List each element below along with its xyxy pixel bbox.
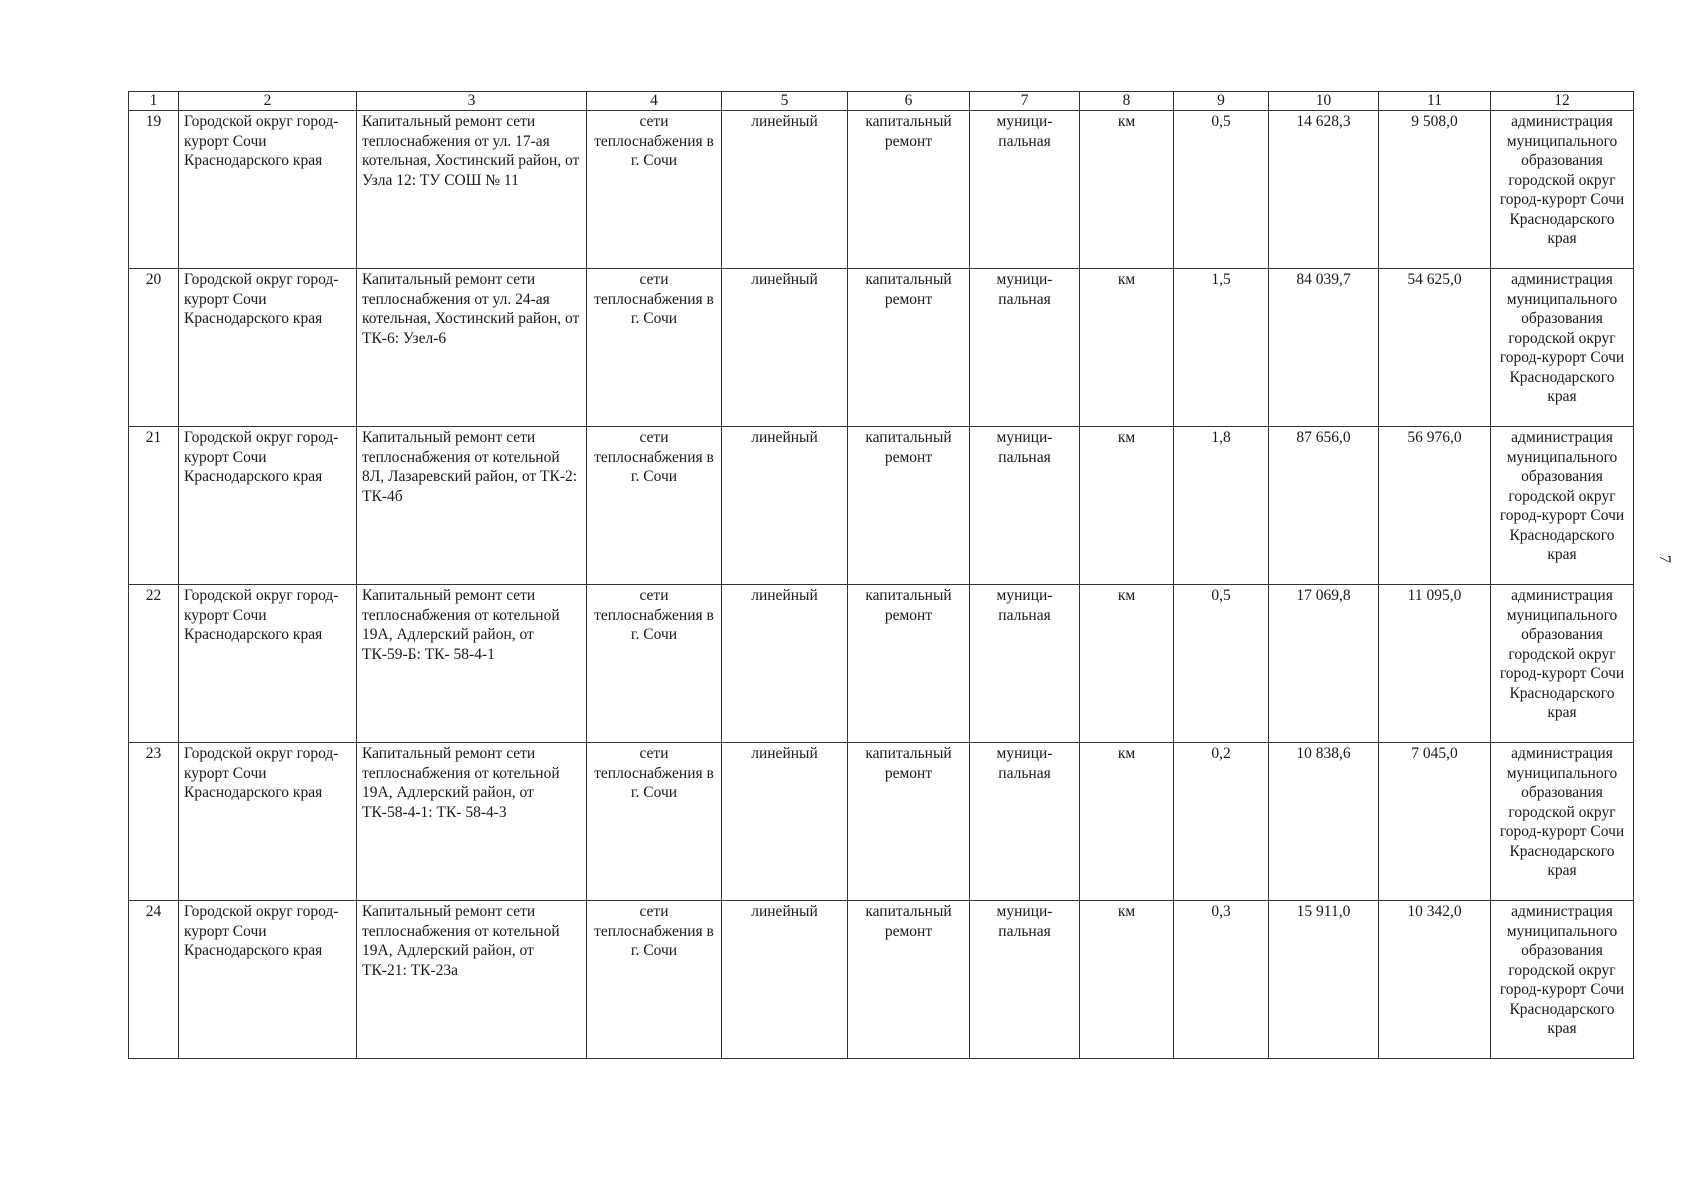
work-type-cell: капитальный ремонт	[848, 269, 970, 427]
column-number-row	[129, 92, 1634, 111]
object-type-cell: линейный	[722, 901, 848, 1059]
work-type-cell: капитальный ремонт	[848, 901, 970, 1059]
table-row	[129, 743, 1634, 901]
object-type-cell: линейный	[722, 427, 848, 585]
work-type-cell: капитальный ремонт	[848, 585, 970, 743]
row-number: 20	[129, 269, 179, 427]
row-number: 22	[129, 585, 179, 743]
object-name-cell: Капитальный ремонт сети теплоснабжения от котельной 19А, Адлерский район, от ТК-59-Б: ТК- 58-4-1	[357, 585, 587, 743]
ownership-cell: муници- пальная	[970, 269, 1080, 427]
object-name-cell: Капитальный ремонт сети теплоснабжения от ул. 24-ая котельная, Хостинский район, от ТК-6: Узел-6	[357, 269, 587, 427]
row-number: 24	[129, 901, 179, 1059]
unit-cell: км	[1080, 585, 1174, 743]
object-kind-cell: сети теплоснабжения в г. Сочи	[587, 585, 722, 743]
object-type-cell: линейный	[722, 743, 848, 901]
quantity-cell: 0,2	[1174, 743, 1269, 901]
work-type-cell: капитальный ремонт	[848, 743, 970, 901]
column-number-header: 1	[129, 92, 179, 111]
total-cost-cell: 10 838,6	[1269, 743, 1379, 901]
ownership-cell: муници- пальная	[970, 585, 1080, 743]
object-name-cell: Капитальный ремонт сети теплоснабжения от ул. 17-ая котельная, Хостинский район, от Узла 12: ТУ СОШ № 11	[357, 111, 587, 269]
table-row	[129, 901, 1634, 1059]
column-number-header: 9	[1174, 92, 1269, 111]
object-name-cell: Капитальный ремонт сети теплоснабжения от котельной 19А, Адлерский район, от ТК-58-4-1: ТК- 58-4-3	[357, 743, 587, 901]
column-number-header: 5	[722, 92, 848, 111]
unit-cell: км	[1080, 427, 1174, 585]
territory-cell: Городской округ город-курорт Сочи Краснодарского края	[179, 585, 357, 743]
object-name-cell: Капитальный ремонт сети теплоснабжения от котельной 19А, Адлерский район, от ТК-21: ТК-23а	[357, 901, 587, 1059]
customer-cell: администрация муниципального образования городской округ город-курорт Сочи Краснодарского края	[1491, 427, 1634, 585]
partial-cost-cell: 9 508,0	[1379, 111, 1491, 269]
partial-cost-cell: 10 342,0	[1379, 901, 1491, 1059]
row-number: 21	[129, 427, 179, 585]
object-kind-cell: сети теплоснабжения в г. Сочи	[587, 743, 722, 901]
object-kind-cell: сети теплоснабжения в г. Сочи	[587, 427, 722, 585]
column-number-header: 2	[179, 92, 357, 111]
customer-cell: администрация муниципального образования городской округ город-курорт Сочи Краснодарского края	[1491, 901, 1634, 1059]
territory-cell: Городской округ город-курорт Сочи Краснодарского края	[179, 111, 357, 269]
customer-cell: администрация муниципального образования городской округ город-курорт Сочи Краснодарского края	[1491, 111, 1634, 269]
total-cost-cell: 14 628,3	[1269, 111, 1379, 269]
object-kind-cell: сети теплоснабжения в г. Сочи	[587, 111, 722, 269]
partial-cost-cell: 11 095,0	[1379, 585, 1491, 743]
column-number-header: 6	[848, 92, 970, 111]
unit-cell: км	[1080, 111, 1174, 269]
customer-cell: администрация муниципального образования городской округ город-курорт Сочи Краснодарского края	[1491, 585, 1634, 743]
table-row	[129, 111, 1634, 269]
customer-cell: администрация муниципального образования городской округ город-курорт Сочи Краснодарского края	[1491, 269, 1634, 427]
unit-cell: км	[1080, 901, 1174, 1059]
unit-cell: км	[1080, 743, 1174, 901]
page-number: 7	[1656, 555, 1673, 563]
column-number-header: 3	[357, 92, 587, 111]
unit-cell: км	[1080, 269, 1174, 427]
column-number-header: 8	[1080, 92, 1174, 111]
object-type-cell: линейный	[722, 585, 848, 743]
ownership-cell: муници- пальная	[970, 427, 1080, 585]
quantity-cell: 1,8	[1174, 427, 1269, 585]
row-number: 19	[129, 111, 179, 269]
quantity-cell: 0,3	[1174, 901, 1269, 1059]
ownership-cell: муници- пальная	[970, 901, 1080, 1059]
partial-cost-cell: 54 625,0	[1379, 269, 1491, 427]
partial-cost-cell: 56 976,0	[1379, 427, 1491, 585]
row-number: 23	[129, 743, 179, 901]
table-row	[129, 585, 1634, 743]
column-number-header: 7	[970, 92, 1080, 111]
territory-cell: Городской округ город-курорт Сочи Краснодарского края	[179, 743, 357, 901]
ownership-cell: муници- пальная	[970, 111, 1080, 269]
work-type-cell: капитальный ремонт	[848, 111, 970, 269]
customer-cell: администрация муниципального образования городской округ город-курорт Сочи Краснодарского края	[1491, 743, 1634, 901]
territory-cell: Городской округ город-курорт Сочи Краснодарского края	[179, 427, 357, 585]
object-kind-cell: сети теплоснабжения в г. Сочи	[587, 269, 722, 427]
column-number-header: 4	[587, 92, 722, 111]
quantity-cell: 0,5	[1174, 111, 1269, 269]
column-number-header: 10	[1269, 92, 1379, 111]
total-cost-cell: 84 039,7	[1269, 269, 1379, 427]
partial-cost-cell: 7 045,0	[1379, 743, 1491, 901]
object-type-cell: линейный	[722, 111, 848, 269]
object-type-cell: линейный	[722, 269, 848, 427]
total-cost-cell: 87 656,0	[1269, 427, 1379, 585]
work-type-cell: капитальный ремонт	[848, 427, 970, 585]
territory-cell: Городской округ город-курорт Сочи Краснодарского края	[179, 901, 357, 1059]
table-row	[129, 269, 1634, 427]
capital-repair-table	[128, 91, 1634, 1059]
total-cost-cell: 15 911,0	[1269, 901, 1379, 1059]
quantity-cell: 0,5	[1174, 585, 1269, 743]
ownership-cell: муници- пальная	[970, 743, 1080, 901]
territory-cell: Городской округ город-курорт Сочи Краснодарского края	[179, 269, 357, 427]
quantity-cell: 1,5	[1174, 269, 1269, 427]
object-kind-cell: сети теплоснабжения в г. Сочи	[587, 901, 722, 1059]
total-cost-cell: 17 069,8	[1269, 585, 1379, 743]
object-name-cell: Капитальный ремонт сети теплоснабжения от котельной 8Л, Лазаревский район, от ТК-2: ТК-4б	[357, 427, 587, 585]
column-number-header: 12	[1491, 92, 1634, 111]
table-row	[129, 427, 1634, 585]
column-number-header: 11	[1379, 92, 1491, 111]
